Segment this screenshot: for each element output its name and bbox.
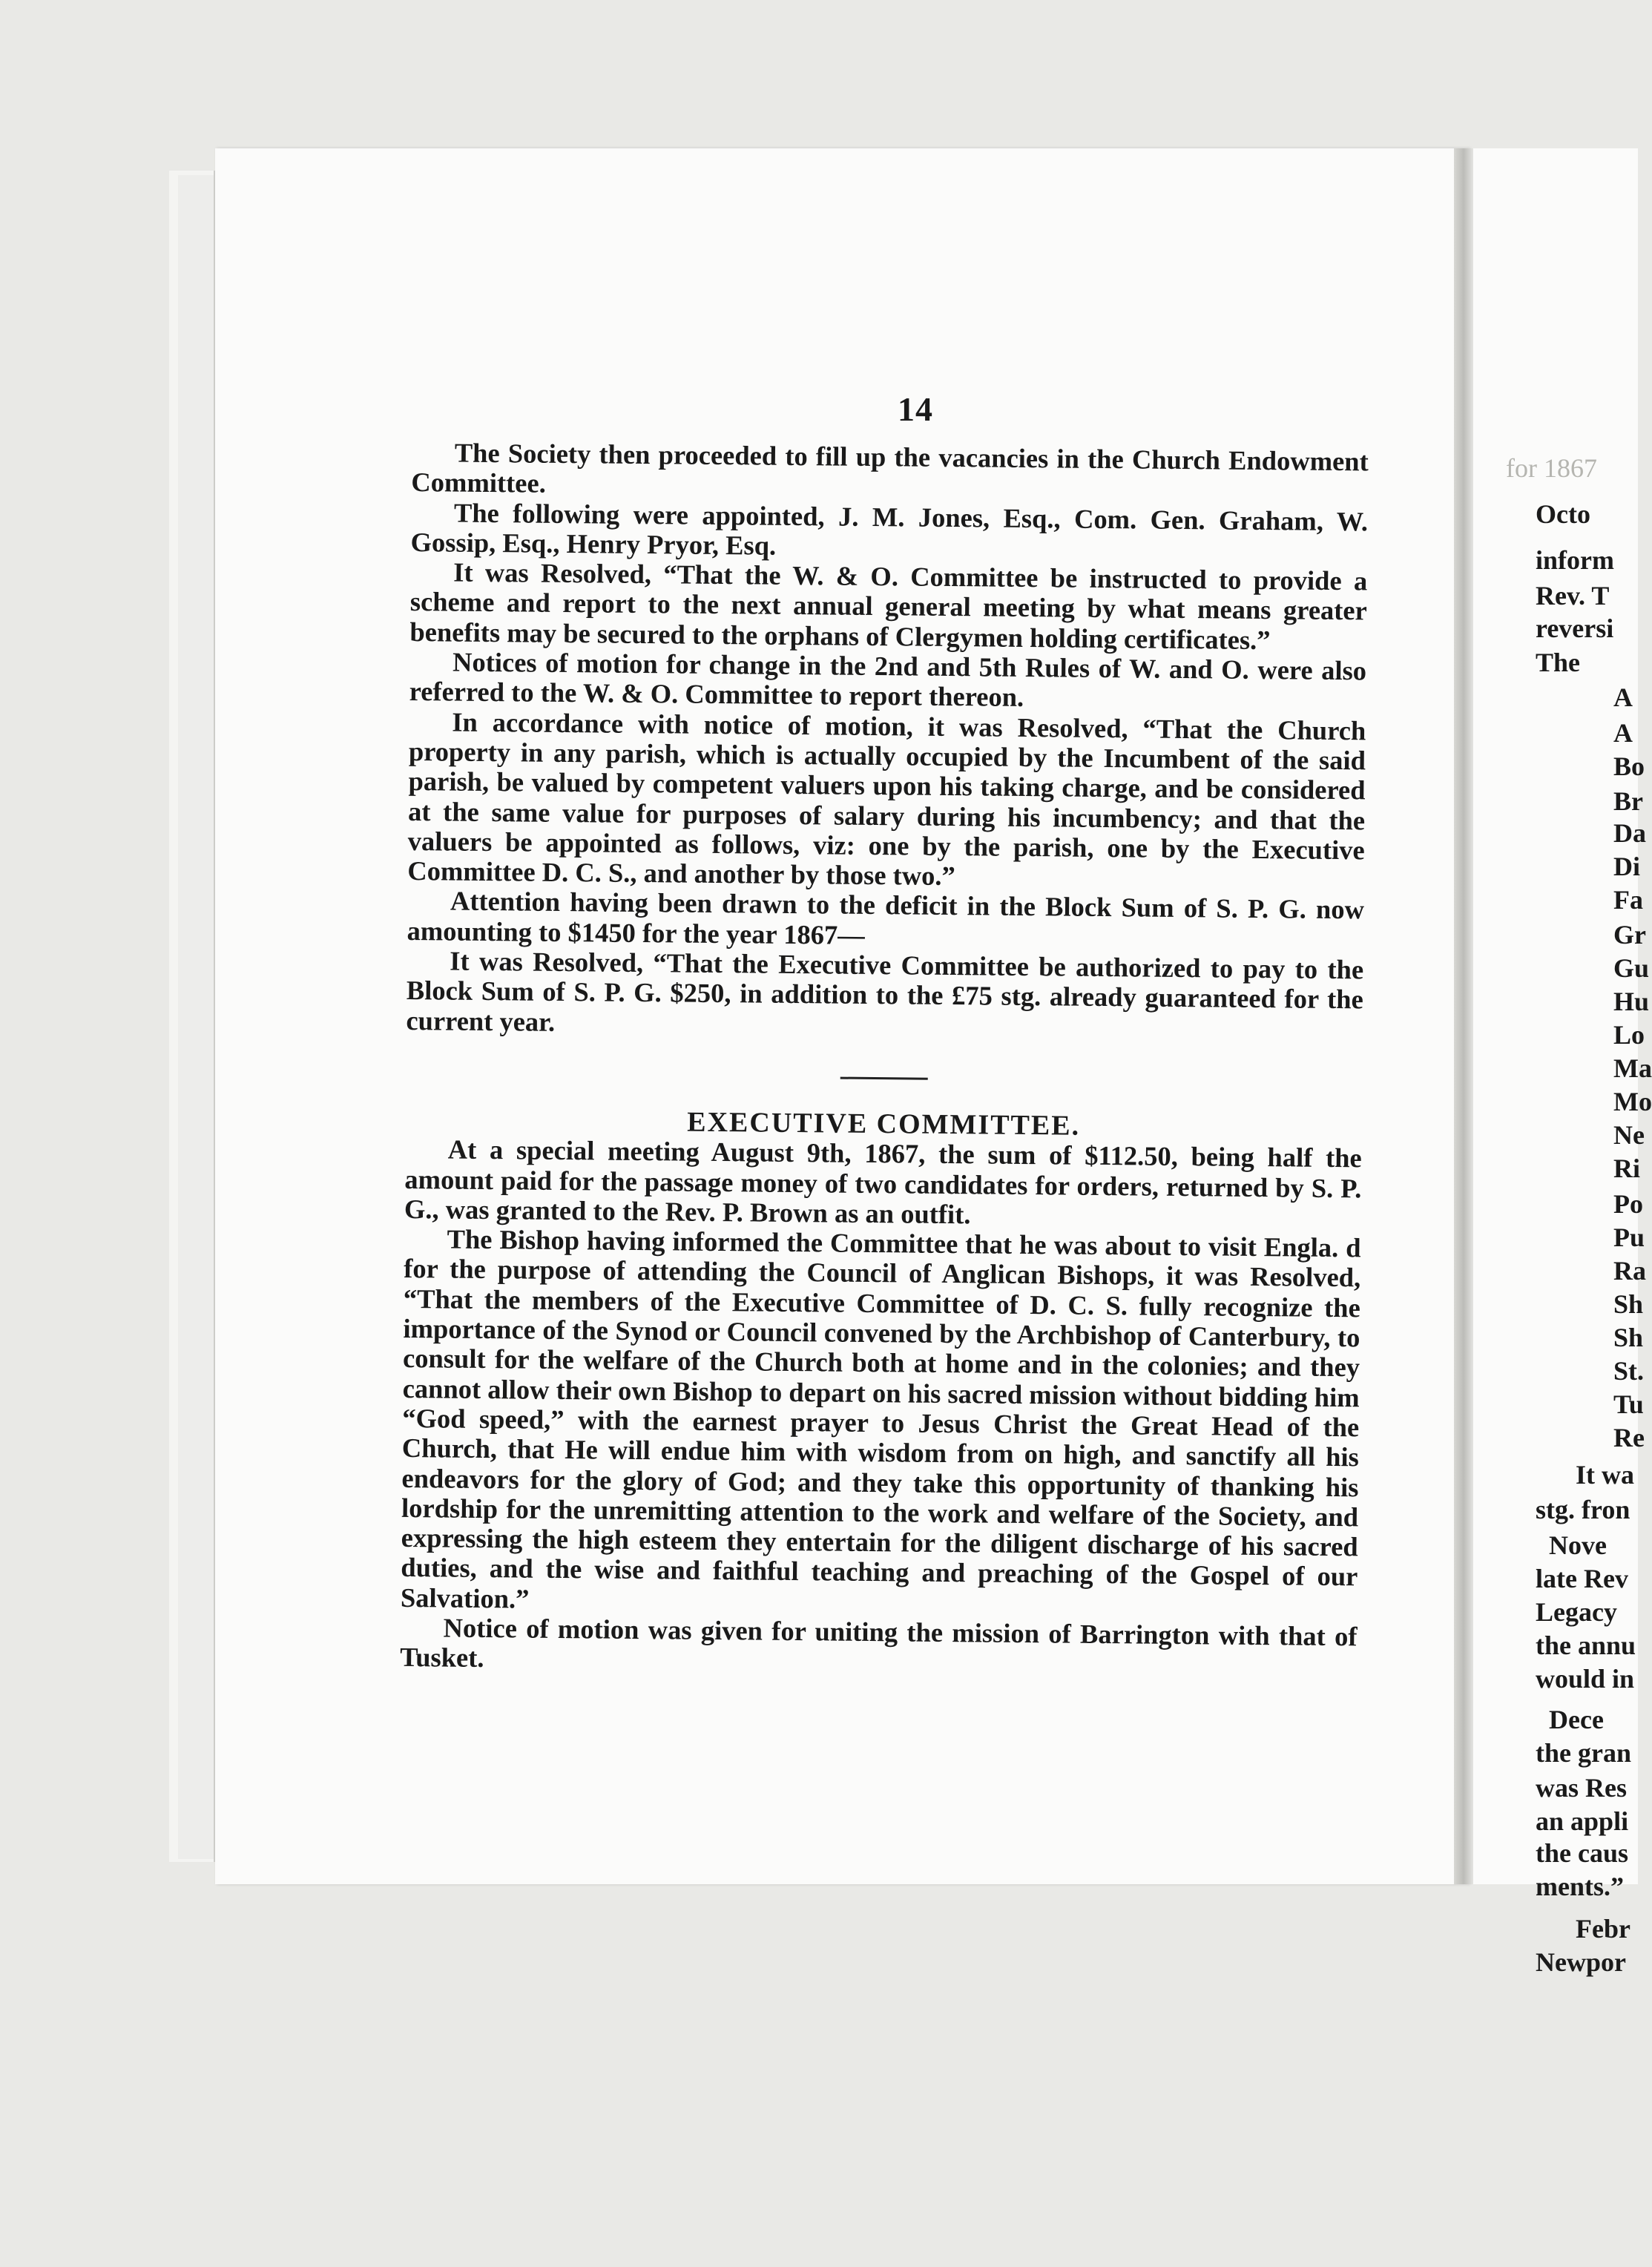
facing-page-line: Br <box>1613 786 1643 816</box>
paragraph: The Bishop having informed the Committee that he was about to visit Engla. d for the purpose of attending the Council of Anglican Bishops, it was Resolved, “That the members of the Executive Committee of D. C. S. fully recognize the importance of the Synod or Council convened by the Archbishop of Canterbury, to consult for the welfare of the Church both at home and in the colonies; and they cannot allow their own Bishop to depart on his sacred mission without bidding him “God speed,” with the earnest prayer to Jesus Christ the Great Head of the Church, that He will endue him with wisdom from on high, and sanctify all his endeavors for the glory of God; and they take this opportunity of thanking his lordship for the unremitting attention to the work and welfare of the Society, and expressing the high esteem they entertain for the diligent discharge of his sacred duties, and the wise and faithful teaching and preaching of the Gospel of our Salvation.” <box>400 1223 1361 1614</box>
facing-page-line: reversi <box>1536 613 1614 643</box>
facing-page-line: St. <box>1613 1356 1645 1386</box>
facing-page-line: Lo <box>1613 1020 1645 1050</box>
facing-page-line: Febr <box>1576 1914 1630 1944</box>
facing-page-line: Da <box>1613 818 1646 848</box>
page-number: 14 <box>898 390 933 428</box>
facing-page-line: It wa <box>1576 1460 1634 1490</box>
facing-page-line: Nove <box>1549 1530 1607 1560</box>
facing-page-line: late Rev <box>1536 1564 1628 1593</box>
book-gutter <box>1454 148 1473 1884</box>
facing-page-line: Legacy <box>1536 1597 1617 1627</box>
facing-page-line: Fa <box>1613 885 1643 915</box>
paragraph: Notice of motion was given for uniting the mission of Barrington with that of Tusket. <box>400 1612 1358 1674</box>
paragraph: In accordance with notice of motion, it was Resolved, “That the Church property in any parish, which is actually occupied by the Incumbent of the said parish, be valued by competent valuers upon his taking charge, and be considered at the same value for purposes of salary during his incumbency; and that the valuers be appointed as follows, viz: one by the parish, one by the Executive Committee D. C. S., and another by those two.” <box>407 706 1366 892</box>
facing-page-line: Octo <box>1536 499 1590 529</box>
facing-page-line: The <box>1536 648 1581 677</box>
facing-page-line: Pu <box>1613 1223 1645 1252</box>
facing-page-line: would in <box>1536 1664 1635 1694</box>
facing-page-line: Mo <box>1613 1087 1652 1116</box>
facing-page-line: Rev. T <box>1536 581 1610 611</box>
paragraph: At a special meeting August 9th, 1867, the sum of $112.50, being half the amount paid for the passage money of two candidates for orders, returned by S. P. G., was granted to the Rev. P. Brown as an outfit. <box>404 1134 1362 1230</box>
paragraph: The Society then proceeded to fill up the vacancies in the Church Endowment Committee. <box>411 437 1369 499</box>
facing-page-line: ments.” <box>1536 1872 1624 1901</box>
facing-page-line: A <box>1613 718 1633 748</box>
facing-page-line: inform <box>1536 545 1614 575</box>
paragraph: Notices of motion for change in the 2nd and 5th Rules of W. and O. were also referred to the W. & O. Committee to report thereon. <box>409 646 1367 713</box>
facing-page-line: Sh <box>1613 1323 1644 1352</box>
paragraph: It was Resolved, “That the W. & O. Committee be instructed to provide a scheme and report to the next annual general meeting by what means greater benefits may be secured to the orphans of Clergymen holding certificates.” <box>409 556 1368 655</box>
section-heading: EXECUTIVE COMMITTEE. <box>687 1106 1081 1142</box>
facing-page-line: the annu <box>1536 1631 1636 1660</box>
paragraph: The following were appointed, J. M. Jones, Esq., Com. Gen. Graham, W. Gossip, Esq., Henry Pryor, Esq. <box>410 497 1369 561</box>
facing-page-line: Tu <box>1613 1389 1644 1419</box>
page-edge-inner <box>178 175 215 1859</box>
facing-page-line: the caus <box>1536 1838 1628 1868</box>
facing-page-line: was Res <box>1536 1773 1627 1803</box>
facing-page-line: Ne <box>1613 1120 1645 1150</box>
facing-page-line: Sh <box>1613 1289 1644 1319</box>
facing-ghost-header: for 1867 <box>1506 453 1597 483</box>
facing-page-line: Po <box>1613 1189 1643 1219</box>
page-body <box>400 438 1369 1682</box>
facing-page-line: the gran <box>1536 1738 1631 1768</box>
facing-page-line: Ri <box>1613 1154 1640 1183</box>
facing-page-line: Ma <box>1613 1053 1652 1083</box>
facing-page-line: Re <box>1613 1423 1645 1452</box>
facing-page-line: A <box>1613 682 1633 712</box>
paragraph: Attention having been drawn to the deficit in the Block Sum of S. P. G. now amounting to $1450 for the year 1867— <box>407 885 1365 950</box>
section-divider <box>840 1077 928 1080</box>
facing-page-line: Newpor <box>1536 1947 1626 1977</box>
facing-page-line: Hu <box>1613 987 1650 1016</box>
paragraph: It was Resolved, “That the Executive Committee be authorized to pay to the Block Sum of S. P. G. $250, in addition to the £75 stg. already guaranteed for the current year. <box>406 945 1364 1037</box>
facing-page-line: Ra <box>1613 1256 1646 1286</box>
facing-page-line: stg. fron <box>1536 1495 1630 1524</box>
facing-page-line: Gu <box>1613 953 1650 983</box>
facing-page-line: an appli <box>1536 1806 1629 1836</box>
facing-page-line: Gr <box>1613 920 1646 950</box>
facing-page-line: Dece <box>1549 1705 1604 1734</box>
facing-page-line: Bo <box>1613 751 1645 781</box>
facing-page-line: Di <box>1613 852 1640 881</box>
